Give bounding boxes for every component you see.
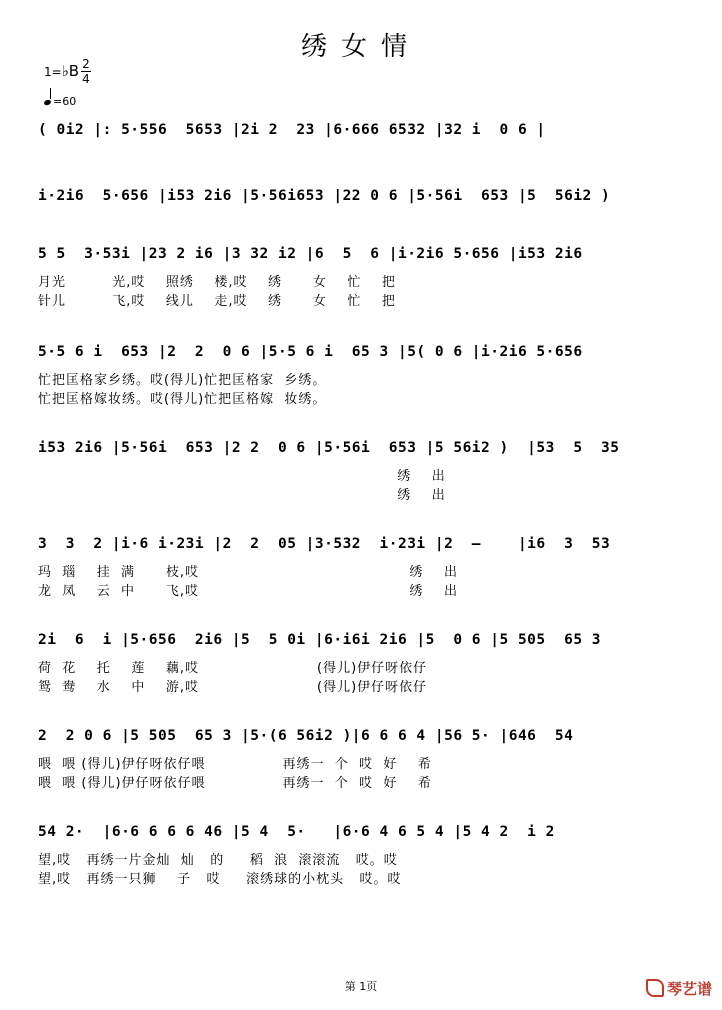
notation-line: 5·5 6 i 653 |2 2 0 6 |5·5 6 i 65 3 |5( 0 6 |i·2i6 5·656 — [38, 344, 583, 360]
score-row — [38, 434, 698, 514]
score-row — [38, 626, 698, 706]
page-number: 第 1页 — [344, 980, 378, 993]
quarter-note-icon — [43, 99, 51, 106]
lyric-line-verse2: 龙 凤 云 中 飞,哎 绣 出 — [38, 584, 458, 599]
lyric-line-verse2: 针儿 飞,哎 线儿 走,哎 绣 女 忙 把 — [38, 294, 396, 309]
tempo-marking — [44, 94, 76, 108]
lyric-line-verse1: 绣 出 — [38, 469, 446, 484]
lyric-line-verse1: 忙把匡格家乡绣。哎(得儿)忙把匡格家 乡绣。 — [38, 373, 327, 388]
score-row — [38, 530, 698, 610]
notation-line: 5 5 3·53i |23 2 i6 |3 32 i2 |6 5 6 |i·2i6 5·656 |i53 2i6 — [38, 246, 583, 262]
notation-line: 2i 6 i |5·656 2i6 |5 5 0i |6·i6i 2i6 |5 0 6 |5 505 65 3 — [38, 632, 602, 648]
lyric-line-verse1: 玛 瑙 挂 满 枝,哎 绣 出 — [38, 565, 458, 580]
score-row — [38, 240, 698, 320]
lyric-line-verse1: 望,哎 再绣一片金灿 灿 的 稻 浪 滚滚流 哎。哎 — [38, 853, 398, 868]
logo-text: 琴艺谱 — [666, 980, 712, 998]
quarter-note-stem — [50, 88, 51, 99]
site-logo — [646, 976, 712, 999]
lyric-line-verse2: 喂 喂 (得儿)伊仔呀依仔喂 再绣一 个 哎 好 希 — [38, 776, 432, 791]
notation-line: ( 0i2 |: 5·556 5653 |2i 2 23 |6·666 6532 |32 i 0 6 | — [38, 122, 546, 138]
tempo-value: =60 — [53, 95, 77, 108]
score-row — [38, 818, 698, 898]
lyric-line-verse2: 忙把匡格嫁妆绣。哎(得儿)忙把匡格嫁 妆绣。 — [38, 392, 327, 407]
time-signature — [81, 58, 91, 85]
notation-line: 3 3 2 |i·6 i·23i |2 2 05 |3·532 i·23i |2 – |i6 3 53 — [38, 536, 611, 552]
logo-mark-icon — [646, 979, 664, 997]
lyric-line-verse2: 望,哎 再绣一只狮 子 哎 滚绣球的小枕头 哎。哎 — [38, 872, 402, 887]
lyric-line-verse1: 喂 喂 (得儿)伊仔呀依仔喂 再绣一 个 哎 好 希 — [38, 757, 432, 772]
meter-top: 2 — [82, 57, 90, 71]
key-label: 1= — [44, 65, 62, 79]
score-row — [38, 338, 698, 418]
lyric-line-verse1: 月光 光,哎 照绣 楼,哎 绣 女 忙 把 — [38, 275, 396, 290]
key-flat: ♭B — [61, 62, 80, 80]
notation-line: 2 2 0 6 |5 505 65 3 |5·(6 56i2 )|6 6 6 4 |56 5· |646 54 — [38, 728, 574, 744]
meter-bottom: 4 — [82, 72, 90, 86]
notation-line: i53 2i6 |5·56i 653 |2 2 0 6 |5·56i 653 |5 56i2 ) |53 5 35 — [38, 440, 620, 456]
key-signature — [44, 62, 79, 80]
notation-line: 54 2· |6·6 6 6 6 46 |5 4 5· |6·6 4 6 5 4 |5 4 2 i 2 — [38, 824, 555, 840]
score-row — [38, 722, 698, 802]
song-title: 绣女情 — [300, 32, 421, 62]
lyric-line-verse2: 鸳 鸯 水 中 游,哎 (得儿)伊仔呀依仔 — [38, 680, 428, 695]
notation-line: i·2i6 5·656 |i53 2i6 |5·56i653 |22 0 6 |5·56i 653 |5 56i2 ) — [38, 188, 611, 204]
lyric-line-verse1: 荷 花 托 莲 藕,哎 (得儿)伊仔呀依仔 — [38, 661, 428, 676]
lyric-line-verse2: 绣 出 — [38, 488, 446, 503]
